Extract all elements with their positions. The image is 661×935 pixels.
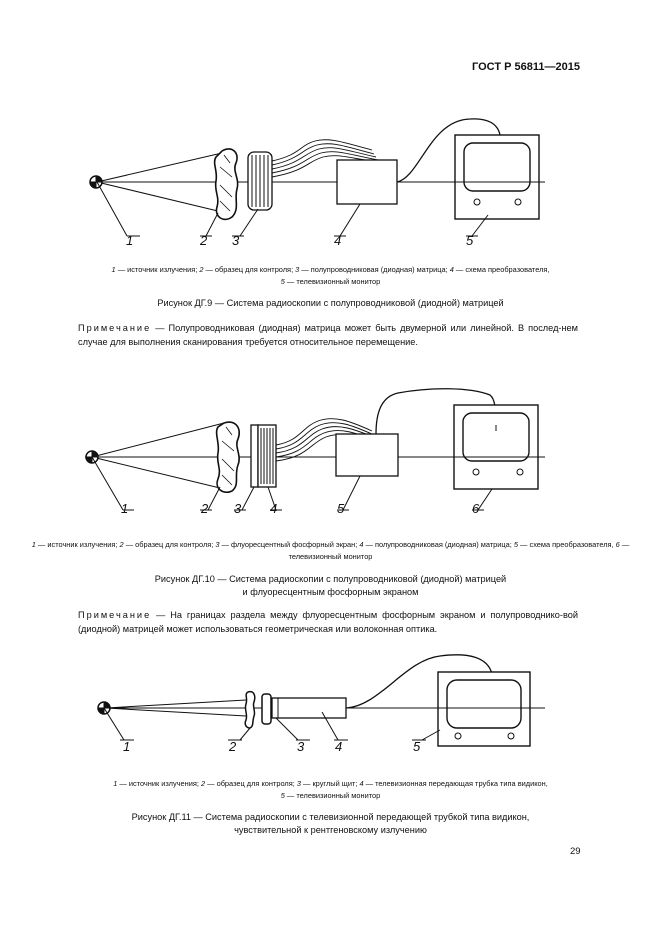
beam-upper (106, 700, 246, 708)
callout-4: 4 (334, 233, 342, 248)
callout-6: 6 (472, 501, 480, 516)
specimen-shape (245, 692, 255, 728)
callout-3: 3 (232, 233, 240, 248)
figure-dg10-diagram (0, 375, 661, 525)
note-text: — Полупроводниковая (диодная) матрица может быть двумерной или линейной. В послед-нем случае для выполнения сканирования требуется относительное перемещение. (78, 323, 578, 347)
beam-lower (97, 182, 222, 212)
callout-2: 2 (201, 501, 209, 516)
figure-dg10-caption (30, 573, 631, 599)
beam-upper (92, 423, 224, 457)
beam-lower (92, 457, 224, 489)
figure-dg9-diagram (0, 105, 661, 255)
note-label: Примечание (78, 323, 152, 333)
caption-line-1: Рисунок ДГ.10 — Система радиоскопии с полупроводниковой (диодной) матрицей (154, 574, 507, 584)
callout-1: 1 (126, 233, 134, 248)
figure-dg9-legend: 1 — источник излучения; 2 — образец для контроля; 3 — полупроводниковая (диодная) матрица; 4 — схема преобразователя, 5 — телевизионный монитор (111, 265, 550, 286)
specimen-shape (217, 422, 240, 492)
tv-monitor-icon (438, 672, 530, 746)
figure-dg10-note (78, 609, 578, 636)
figure-dg11-diagram (0, 640, 661, 770)
phosphor-screen (251, 425, 258, 487)
converter-box (336, 434, 398, 476)
figure-dg10-legend: 1 — источник излучения; 2 — образец для контроля; 3 — флуоресцентный фосфорный экран; 4 — полупроводниковая (диодная) матрица; 5 — схема преобразователя, 6 — телевизионный монитор (31, 540, 630, 561)
diode-matrix (258, 425, 276, 487)
callout-1: 1 (121, 501, 129, 516)
figure-dg11-legend: 1 — источник излучения; 2 — образец для контроля; 3 — круглый щит; 4 — телевизионная передающая трубка типа видикон, 5 — телевизионный монитор (113, 779, 548, 800)
converter-box (337, 160, 397, 204)
note-text: — На границах раздела между флуоресцентным фосфорным экраном и полупроводнико-вой (диодной) матрицей может использоваться геометрическая или волоконная оптика. (78, 610, 578, 634)
callout-5: 5 (337, 501, 345, 516)
standard-header: ГОСТ Р 56811—2015 (472, 61, 580, 73)
callout-1: 1 (123, 739, 131, 754)
tv-monitor-icon (455, 135, 539, 219)
caption-line-2: и флуоресцентным фосфорным экраном (242, 587, 419, 597)
callout-2: 2 (200, 233, 208, 248)
vidicon-tube (272, 698, 346, 718)
caption-line-2: чувствительной к рентгеновскому излучению (234, 825, 427, 835)
note-label: Примечание (78, 610, 152, 620)
tv-monitor-icon (454, 405, 538, 489)
callout-4: 4 (270, 501, 278, 516)
page-number: 29 (570, 846, 581, 857)
figure-dg11-caption (30, 811, 631, 837)
diode-matrix (248, 152, 272, 210)
circular-shield (262, 694, 271, 724)
caption-line-1: Рисунок ДГ.11 — Система радиоскопии с телевизионной передающей трубкой типа видикон, (131, 812, 530, 822)
callout-2: 2 (229, 739, 237, 754)
beam-upper (97, 153, 222, 182)
radiation-source-icon (90, 176, 102, 188)
figure-dg9-caption: Рисунок ДГ.9 — Система радиоскопии с полупроводниковой (диодной) матрицей (157, 298, 504, 308)
callout-3: 3 (234, 501, 242, 516)
specimen-shape (215, 149, 238, 219)
beam-lower (106, 708, 246, 716)
callout-3: 3 (297, 739, 305, 754)
figure-dg9-note (78, 322, 578, 349)
callout-5: 5 (466, 233, 474, 248)
callout-4: 4 (335, 739, 343, 754)
callout-5: 5 (413, 739, 421, 754)
